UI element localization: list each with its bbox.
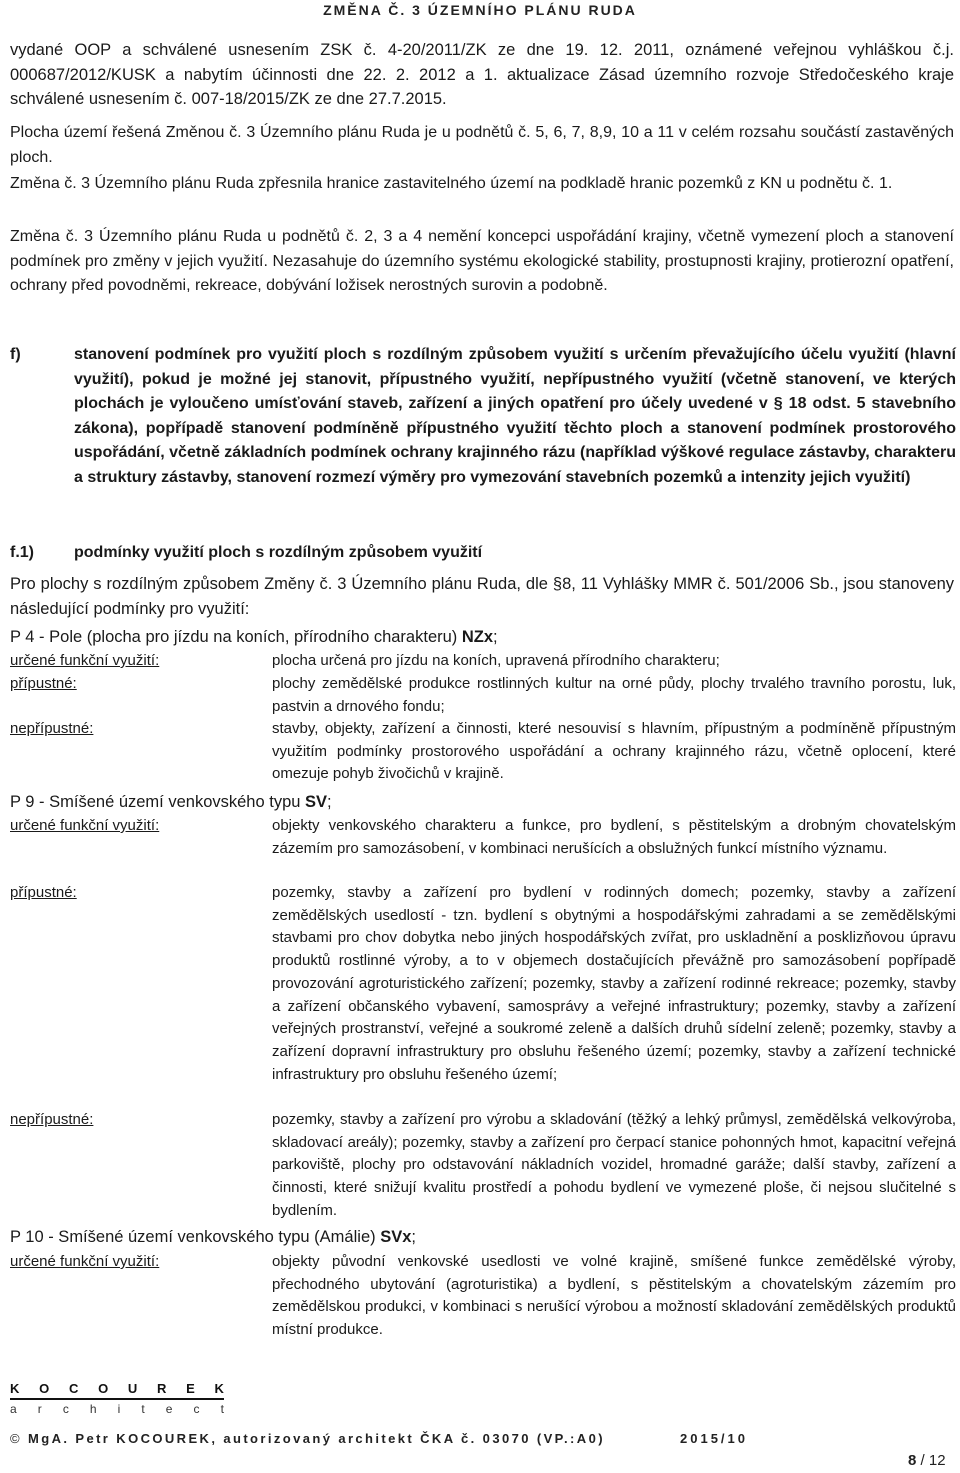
running-header: ZMĚNA Č. 3 ÚZEMNÍHO PLÁNU RUDA [323,2,637,18]
lead-paragraph: Pro plochy s rozdílným způsobem Změny č. 3 Územního plánu Ruda, dle §8, 11 Vyhlášky MMR č. 501/2006 Sb., jsou stanoveny následující podmínky pro využití: [10,575,954,618]
logo-letter: t [141,1402,145,1416]
page-footer [10,1431,954,1446]
logo-letter: a [10,1402,17,1416]
footer-date: 2015/10 [680,1431,748,1446]
logo-letter: R [157,1381,167,1396]
kocourek-logo [10,1381,224,1416]
page-number [908,1452,946,1469]
condition-value: stavby, objekty, zařízení a činnosti, které nesouvisí s hlavním, přípustným a podmíněně přípustným využitím podmínky prostorového uspořádání a ochrany krajinného rázu, včetně oplocení, které omezuje pohyb živočichů v krajině. [272,720,956,783]
page-current: 8 [908,1452,917,1469]
intro-paragraph-3: Změna č. 3 Územního plánu Ruda zpřesnila hranice zastavitelného území na podkladě hranic pozemků z KN u podnětu č. 1. [10,175,893,192]
category-title [10,1226,416,1248]
logo-letter: h [89,1402,97,1416]
condition-value: objekty původní venkovské usedlosti ve volné krajině, smíšené funkce zemědělské výroby, přechodného ubytování (agroturistika) a bydlení, s pěstitelským a chovatelským zázemím pro zemědělskou produkci, v kombinaci s nerušící výrobou a možností skladování zemědělských produktů místní produkce. [272,1253,956,1339]
logo-letter: O [39,1381,50,1396]
category-suffix: ; [327,793,332,811]
logo-line-1 [10,1381,224,1396]
logo-letter: K [10,1381,20,1396]
condition-key: určené funkční využití: [10,817,160,834]
logo-letter: C [68,1381,79,1396]
category-title-text: P 9 - Smíšené území venkovského typu [10,793,306,811]
logo-line-2 [10,1402,224,1416]
condition-key: nepřípustné: [10,1111,94,1128]
logo-letter: r [37,1402,42,1416]
logo-letter: c [193,1402,200,1416]
section-f-label: f) [10,346,21,363]
category-title [10,791,332,813]
section-f1-text: podmínky využití ploch s rozdílným způsobem využití [74,544,483,561]
condition-value: objekty venkovského charakteru a funkce, pro bydlení, s pěstitelským a drobným chovatelským zázemím pro samozásobení, v kombinaci nerušících a obslužných funkcí místního významu. [272,817,956,857]
condition-value: plochy zemědělské produkce rostlinných kultur na orné půdy, plochy trvalého travního porostu, luk, pastvin a drnového fondu; [272,675,956,715]
category-code: SV [305,793,328,811]
page-separator: / [916,1452,929,1469]
category-title [10,626,498,648]
category-suffix: ; [493,628,498,646]
logo-letter: c [62,1402,69,1416]
logo-letter: E [186,1381,195,1396]
logo-letter: K [214,1381,224,1396]
section-f1-label: f.1) [10,544,34,561]
category-title-text: P 10 - Smíšené území venkovského typu (Amálie) [10,1228,381,1246]
logo-letter: i [117,1402,121,1416]
category-title-text: P 4 - Pole (plocha pro jízdu na koních, přírodního charakteru) [10,628,462,646]
copyright-icon: © [10,1431,22,1446]
category-code: NZx [461,628,494,646]
condition-key: nepřípustné: [10,720,94,737]
condition-key: určené funkční využití: [10,652,160,669]
condition-value: plocha určená pro jízdu na koních, upravená přírodního charakteru; [272,652,720,669]
condition-value: pozemky, stavby a zařízení pro bydlení v rodinných domech; pozemky, stavby a zařízení zemědělských usedlostí - tzn. bydlení s obytnými a hospodářskými zahradami a se zemědělskými stavbami pro chov dobytka nebo jiných hospodářských zvířat, pro uskladnění a posklizňovou úpravu produktů rostlinné výroby, a to v objemech dostačujících převážně pro samozásobení popřípadě provozování agroturistického zařízení; pozemky, stavby a zařízení rodinné rekreace; pozemky, stavby a zařízení občanského vybavení, samosprávy a veřejné infrastruktury; pozemky, stavby a zařízení veřejných prostranství, veřejné a soukromé zeleně a dalších druhů sídelní zeleně; pozemky, stavby a zařízení dopravní infrastruktury pro obsluhu řešeného území; pozemky, stavby a zařízení technické infrastruktury pro obsluhu řešeného území; [272,884,956,1083]
page-total: 12 [928,1452,946,1469]
logo-divider [10,1398,224,1400]
logo-letter: O [98,1381,109,1396]
condition-key: určené funkční využití: [10,1253,160,1270]
section-f-text: stanovení podmínek pro využití ploch s rozdílným způsobem využití s určením převažujícího účelu využití (hlavní využití), pokud je možné jej stanovit, přípustného využití, nepřípustného využití (včetně stanovení, ve kterých plochách je vyloučeno umísťování staveb, zařízení a jiných opatření pro účely uvedené v § 18 odst. 5 stavebního zákona), popřípadě stanovení podmíněně přípustného využití těchto ploch a stanovení podmínek prostorového uspořádání, včetně základních podmínek ochrany krajinného rázu (například výškové regulace zástavby, charakteru a struktury zástavby, stanovení rozmezí výměry pro vymezování stavebních pozemků a intenzity jejich využití) [74,346,956,486]
logo-letter: U [127,1381,138,1396]
category-suffix: ; [411,1228,416,1246]
intro-paragraph-4: Změna č. 3 Územního plánu Ruda u podnětů č. 2, 3 a 4 nemění koncepci uspořádání krajiny, včetně vymezení ploch a stanovení podmínek pro změny v jejich využití. Nezasahuje do územního systému ekologické stability, prostupnosti krajiny, protierozní opatření, ochrany před povodněmi, rekreace, dobývání ložisek nerostných surovin a podobně. [10,228,954,294]
category-code: SVx [380,1228,412,1246]
logo-letter: e [165,1402,173,1416]
intro-paragraph-2: Plocha území řešená Změnou č. 3 Územního plánu Ruda je u podnětů č. 5, 6, 7, 8,9, 10 a 11 v celém rozsahu součástí zastavěných ploch. [10,124,954,166]
condition-value: pozemky, stavby a zařízení pro výrobu a skladování (těžký a lehký průmysl, zemědělská velkovýroba, skladovací areály); pozemky, stavby a zařízení pro čerpací stanice pohonných hmot, kapacitní veřejná parkoviště, plochy pro odstavování nákladních vozidel, hromadné garáže; další stavby, zařízení a činnosti, které snižují kvalitu prostředí a pohodu bydlení ve vymezené ploše, či nejsou slučitelné s bydlením. [272,1111,956,1219]
condition-key: přípustné: [10,675,77,692]
intro-paragraph-1: vydané OOP a schválené usnesením ZSK č. 4-20/2011/ZK ze dne 19. 12. 2011, oznámené veřejnou vyhláškou č.j. 000687/2012/KUSK a nabytím účinnosti dne 22. 2. 2012 a 1. aktualizace Zásad územního rozvoje Středočeského kraje schválené usnesením č. 007-18/2015/ZK ze dne 27.7.2015. [10,41,954,108]
footer-author: MgA. Petr KOCOUREK, autorizovaný architekt ČKA č. 03070 (VP.:A0) [28,1431,605,1446]
condition-key: přípustné: [10,884,77,901]
logo-letter: t [220,1402,224,1416]
